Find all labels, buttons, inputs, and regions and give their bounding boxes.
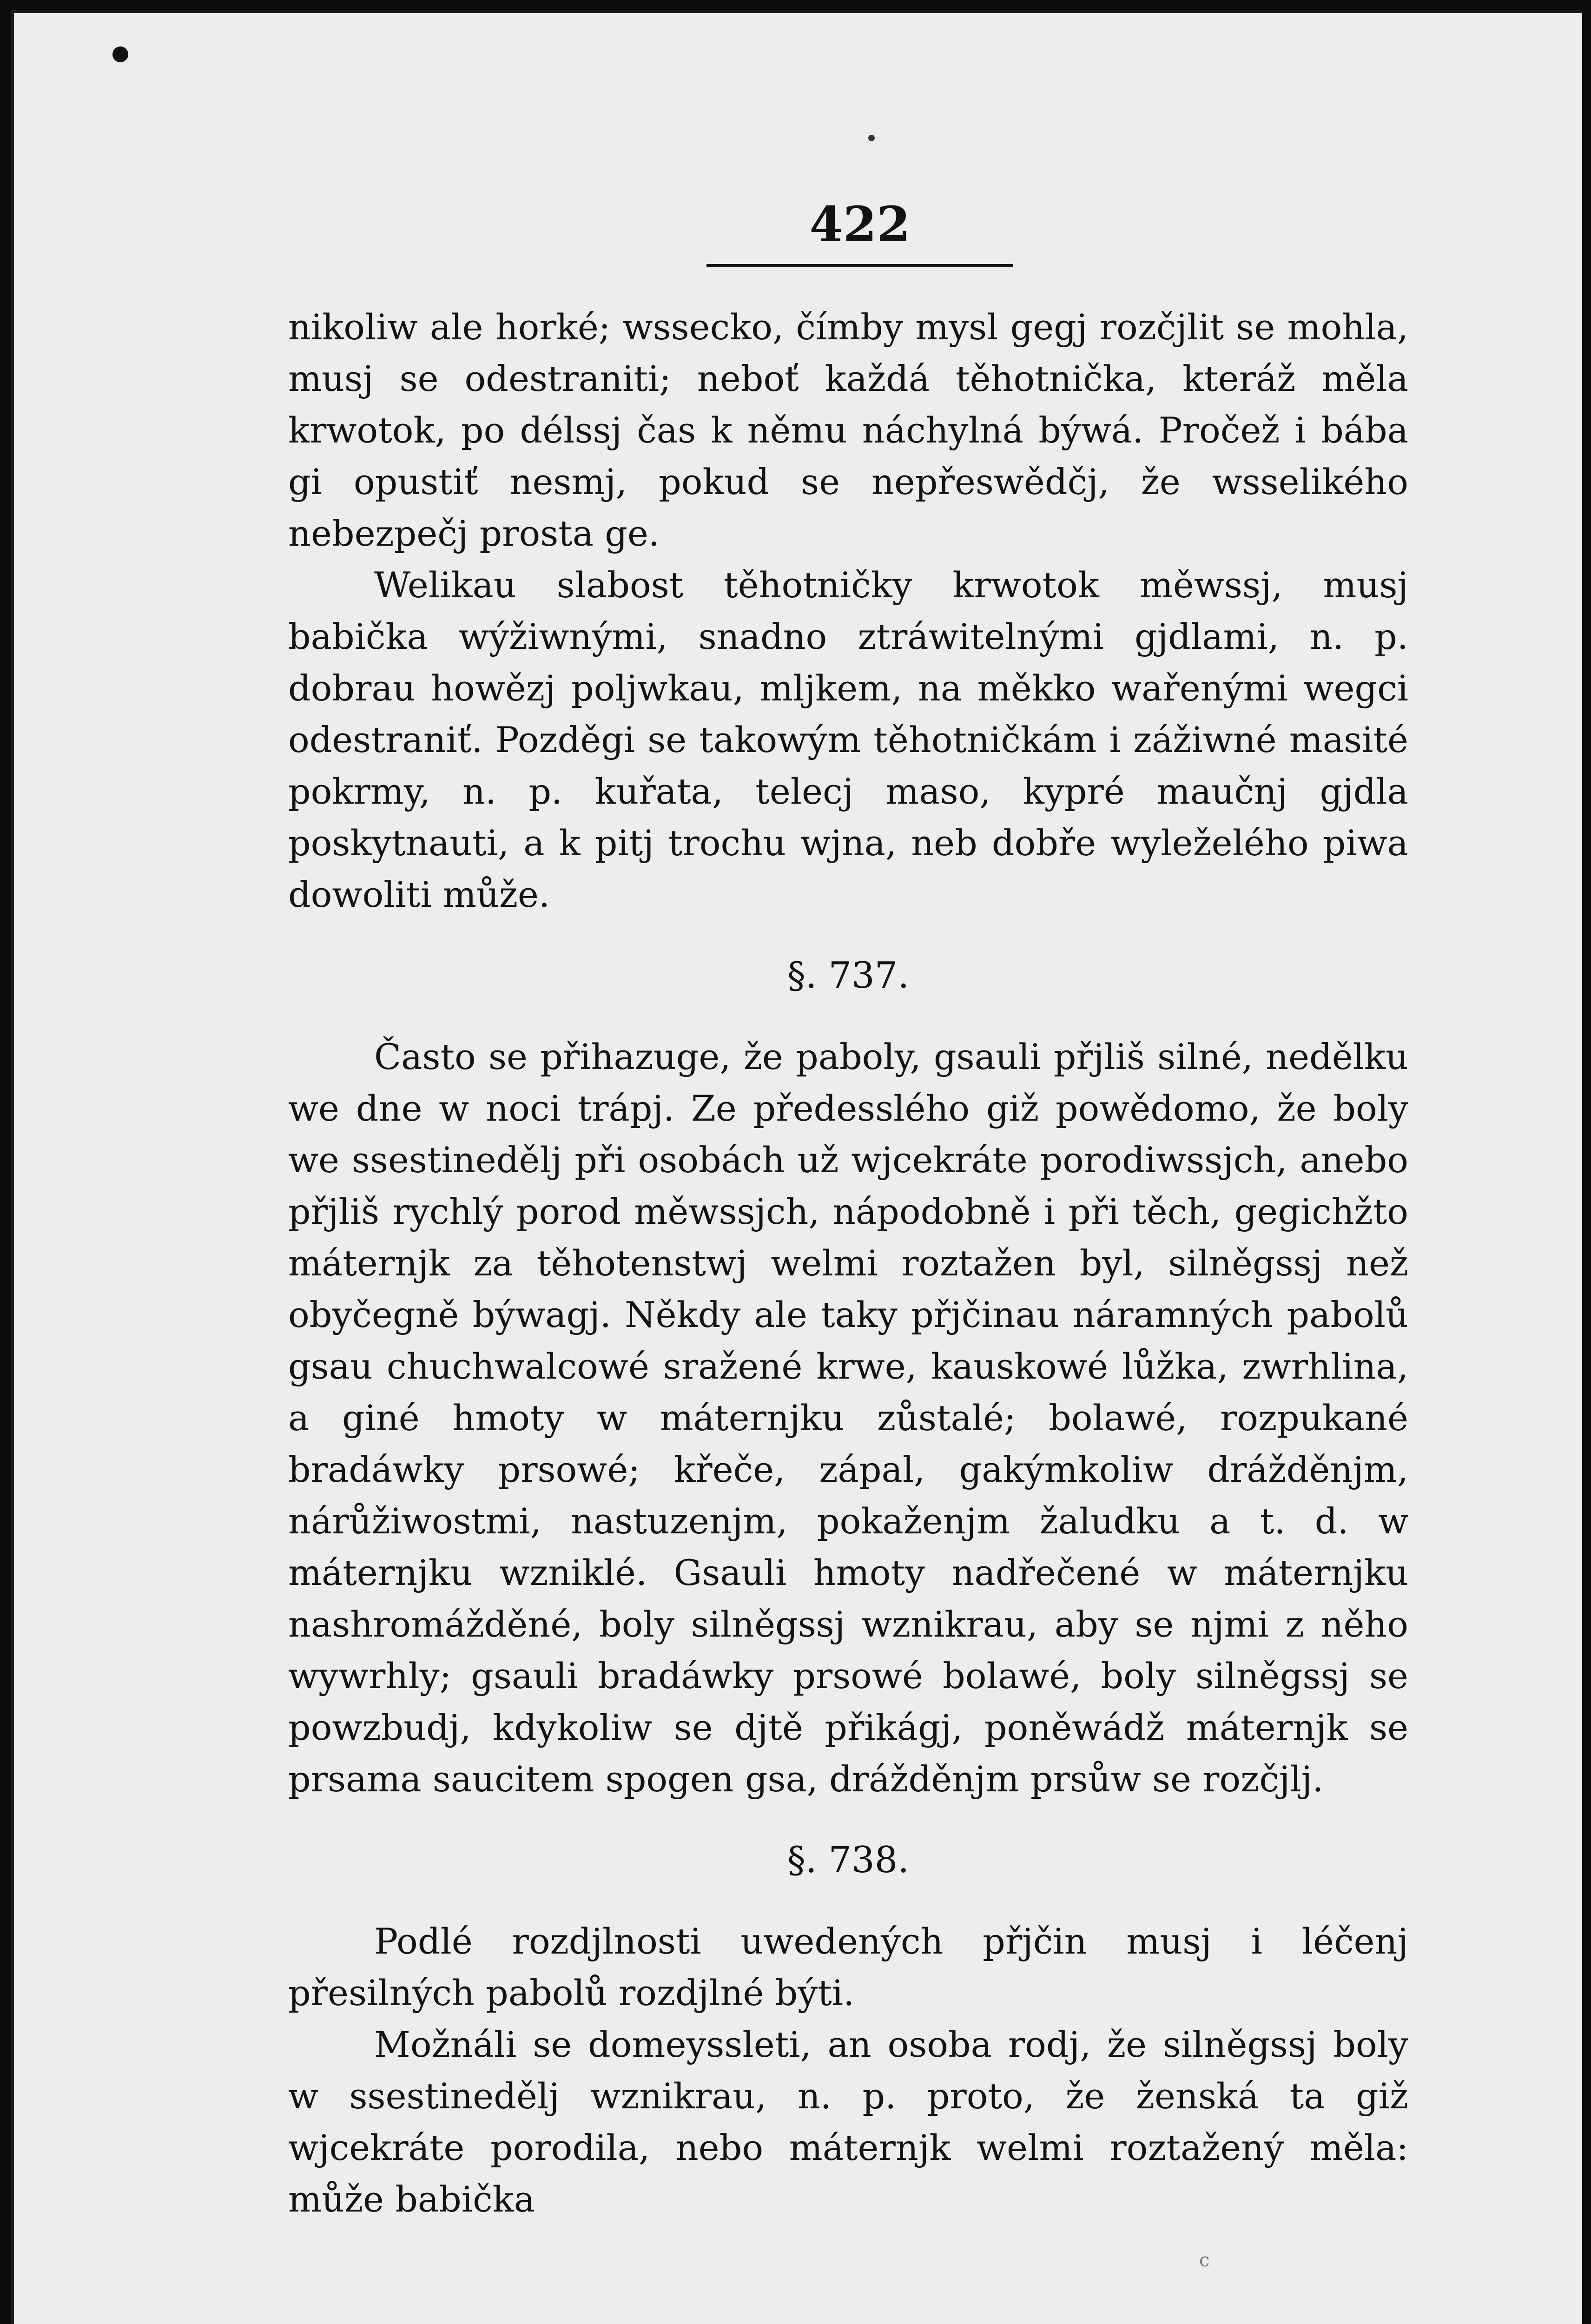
paragraph-continued: nikoliw ale horké; wssecko, čímby mysl gegj rozčjlit se mohla, musj se odestraniti; neboť každá těhotnička, kteráž měla krwotok, po délssj čas k němu náchylná býwá. Pročež i bába gi opustiť nesmj, pokud se nepřeswědčj, že wsselikého nebezpečj prosta ge. <box>288 306 1408 554</box>
paragraph: Podlé rozdjlnosti uwedených přjčin musj i léčenj přesilných pabolů rozdjlné býti. <box>288 1921 1408 2014</box>
body-text <box>288 301 1408 2225</box>
section-heading-737: §. 737. <box>787 955 910 997</box>
section-heading-738: §. 738. <box>787 1839 910 1881</box>
ink-speck <box>868 135 875 141</box>
header-rule <box>706 264 1013 267</box>
margin-mark: ⅽ <box>1199 2250 1210 2271</box>
page-number: 422 <box>809 196 911 253</box>
paragraph: Často se přihazuge, že paboly, gsauli přjliš silné, nedělku we dne w noci trápj. Ze předesslého giž powědomo, že boly we ssestinedělj při osobách už wjcekráte porodiwssjch, anebo přjliš rychlý porod měwssjch, nápodobně i při těch, gegichžto máternjk za těhotenstwj welmi roztažen byl, silněgssj než obyčegně býwagj. Někdy ale taky přjčinau náramných pabolů gsau chuchwalcowé sražené krwe, kauskowé lůžka, zwrhlina, a giné hmoty w máternjku zůstalé; bolawé, rozpukané bradáwky prsowé; křeče, zápal, gakýmkoliw drážděnjm, nárůžiwostmi, nastuzenjm, pokaženjm žaludku a t. d. w máternjku wzniklé. Gsauli hmoty nadřečené w máternjku nashromážděné, boly silněgssj wznikrau, aby se njmi z něho wywrhly; gsauli bradáwky prsowé bolawé, boly silněgssj se powzbudj, kdykoliw se djtě přikágj, poněwádž máternjk se prsama saucitem spogen gsa, drážděnjm prsůw se rozčjlj. <box>288 1036 1408 1800</box>
paragraph: Možnáli se domeyssleti, an osoba rodj, že silněgssj boly w ssestinedělj wznikrau, n. p. proto, že ženská ta giž wjcekráte porodila, nebo máternjk welmi roztažený měla: může babička <box>288 2024 1408 2220</box>
book-page <box>11 10 1582 2324</box>
paragraph: Welikau slabost těhotničky krwotok měwssj, musj babička wýžiwnými, snadno ztráwitelnými gjdlami, n. p. dobrau howězj poljwkau, mljkem, na měkko wařenými wegci odestraniť. Pozděgi se takowým těhotničkám i zážiwné masité pokrmy, n. p. kuřata, telecj maso, kypré maučnj gjdla poskytnauti, a k pitj trochu wjna, neb dobře wyleželého piwa dowoliti může. <box>288 564 1408 915</box>
ink-dot <box>112 46 128 62</box>
